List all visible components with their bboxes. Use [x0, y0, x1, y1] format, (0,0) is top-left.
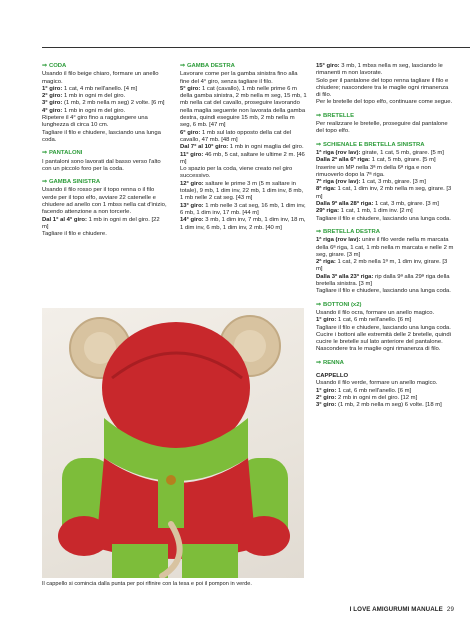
instruction-text: Inserire un MP nella 3ª m della 6ª riga e non rimuoverlo dopo la 7ª riga.	[316, 164, 431, 178]
instruction-text: Per realizzare le bretelle, proseguire dal pantalone del topo elfo.	[316, 121, 448, 135]
instruction-line	[316, 274, 454, 289]
instruction-line	[316, 186, 454, 201]
instruction-text: 2 mb in ogni m del giro. [12 m]	[336, 394, 418, 401]
round-label: 2° giro:	[316, 394, 337, 401]
instruction-text: Solo per il pantalone del topo renna tagliare il filo e chiudere; nascondere tra le maglie ogni rimanenza di filo.	[316, 77, 449, 99]
section-heading	[316, 142, 454, 149]
instruction-line	[42, 217, 167, 232]
section-heading	[316, 360, 454, 367]
instruction-text: Usando il filo beige chiaro, formare un anello magico.	[42, 71, 159, 85]
column-2	[180, 63, 307, 238]
instruction-line	[42, 187, 167, 216]
instruction-text: 1 mb sul lato opposto della cat del cavallo, 47 mb. [48 m]	[180, 129, 292, 143]
instruction-text: Tagliare il filo e chiudere.	[42, 231, 107, 238]
instruction-text: Ripetere il 4° giro fino a raggiungere una lunghezza di circa 10 cm.	[42, 115, 148, 129]
instruction-text: 1 cat, 2 mb nella 1ª m, 1 dim inv, girare. [3 m]	[316, 259, 448, 273]
section-title: PANTALONI	[48, 150, 83, 157]
instruction-text: 1 cat, 1 mb, 1 dim inv. [2 m]	[339, 208, 413, 215]
round-label: 1° giro:	[316, 387, 337, 394]
instruction-text: 46 mb, 5 cat, saltare le ultime 2 m. [46 m]	[180, 151, 305, 165]
instruction-text: Usando il filo rosso per il topo renna o il filo verde per il topo elfo, avviare 22 catenelle e chiudere ad anello con 1 mbss nella cat d'inizio, facendo attenzione a non torcerle.	[42, 187, 167, 216]
instruction-line	[42, 115, 167, 130]
instruction-line	[180, 152, 307, 167]
instruction-line	[316, 310, 454, 317]
section	[316, 229, 454, 296]
section-heading	[316, 302, 454, 309]
instruction-text: girate, 1 cat, 5 mb, girare. [5 m]	[360, 149, 444, 156]
instruction-line	[316, 78, 454, 100]
instruction-line	[316, 121, 454, 136]
round-label: 3° giro:	[316, 402, 337, 409]
instruction-line	[180, 144, 307, 151]
section	[316, 63, 454, 107]
instruction-line	[316, 402, 454, 409]
instruction-text: 1 mb in ogni m del giro.	[62, 93, 126, 100]
section-title: RENNA	[322, 359, 344, 366]
section	[316, 142, 454, 223]
section	[42, 179, 167, 238]
instruction-line	[42, 71, 167, 86]
round-label: Dalla 9ª alla 28ª riga:	[316, 201, 374, 208]
round-label: Dalla 2ª alla 6ª riga:	[316, 157, 371, 164]
instruction-line	[42, 100, 167, 107]
instruction-text: unire il filo verde nella m marcata della 6ª riga, 1 cat, 1 mb nella m marcata e nelle 2 m seg, girare. [3 m]	[316, 237, 454, 258]
round-label: 4° giro:	[42, 107, 63, 114]
instruction-line	[180, 86, 307, 130]
instruction-line	[316, 317, 454, 324]
round-label: Dal 7° al 10° giro:	[180, 144, 229, 151]
instruction-line	[316, 259, 454, 274]
round-label: 1ª riga (rov lav):	[316, 237, 361, 244]
instruction-text: Cucire i bottoni alle estremità delle 2 bretelle, quindi cucire le bretelle sul lato anteriore del pantalone.	[316, 331, 451, 346]
round-label: 3° giro:	[42, 100, 63, 107]
section-title: BRETELLE	[322, 112, 355, 119]
amigurumi-photo	[42, 308, 304, 578]
header-rule	[42, 47, 470, 48]
round-label: CAPPELLO	[316, 372, 349, 379]
round-label: 5° giro:	[180, 85, 201, 92]
instruction-line	[180, 217, 307, 232]
instruction-text: Tagliare il filo e chiudere, lasciando una lunga coda.	[316, 324, 451, 331]
instruction-line	[180, 181, 307, 203]
instruction-line	[316, 388, 454, 395]
section-heading	[316, 113, 454, 120]
instruction-text: Nascondere tra le maglie ogni rimanenza di filo.	[316, 346, 441, 353]
column-3	[316, 63, 454, 415]
instruction-line	[316, 63, 454, 78]
instruction-line	[316, 380, 454, 387]
instruction-line	[180, 203, 307, 218]
section-title: SCHIENALE E BRETELLA SINISTRA	[322, 141, 425, 148]
instruction-text: 1 cat, 1 dim inv, 2 mb nella m seg, girare. [3 m]	[316, 186, 452, 200]
arrow-icon: ⇒	[316, 141, 321, 148]
instruction-text: 1 cat (cavallo), 1 mb nelle prime 6 m della gamba sinistra, 2 mb nella m seg, 15 mb, 1 mb nella cat del cavallo, proseguire lavorando nella maglia seguente non lavorata della gamba destra, quindi eseguire 15 mb, 2 mb nella m seg, 6 mb. [47 m]	[180, 85, 307, 129]
instruction-line	[316, 288, 454, 295]
instruction-line	[42, 130, 167, 145]
section	[316, 113, 454, 136]
instruction-text: I pantaloni sono lavorati dal basso verso l'alto con un piccolo foro per la coda.	[42, 158, 161, 172]
instruction-text: 3 mb, 1 dim inv, 7 mb, 1 dim inv, 18 m, 1 dim inv, 6 mb, 1 dim inv, 2 mb. [40 m]	[180, 217, 306, 231]
page-number: 29	[446, 606, 454, 613]
section	[316, 373, 454, 409]
instruction-line	[42, 159, 167, 174]
round-label: 2ª riga:	[316, 259, 336, 266]
section-heading	[42, 63, 167, 70]
round-label: Dalla 3ª alla 23ª riga:	[316, 273, 374, 280]
round-label: 8ª riga:	[316, 186, 336, 193]
section-title: BRETELLA DESTRA	[322, 228, 380, 235]
round-label: 1° giro:	[42, 85, 63, 92]
arrow-icon: ⇒	[42, 63, 47, 69]
instruction-line	[316, 157, 454, 164]
instruction-text: Lavorare come per la gamba sinistra fino alla fine del 4° giro, senza tagliare il filo.	[180, 71, 298, 85]
instruction-text: Lo spazio per la coda, viene creato nel giro successivo.	[180, 166, 293, 180]
instruction-text: 1 cat, 3 mb, girare. [3 m]	[360, 179, 426, 186]
instruction-text: Tagliare il filo e chiudere, lasciando una lunga coda.	[316, 288, 451, 295]
section-heading	[42, 179, 167, 186]
instruction-text: 1 cat, 4 mb nell'anello. [4 m]	[62, 85, 138, 92]
arrow-icon: ⇒	[316, 359, 321, 366]
instruction-text: 1 cat, 6 mb nell'anello. [6 m]	[336, 387, 412, 394]
round-label: 29ª riga:	[316, 208, 340, 215]
section-title: CODA	[48, 63, 67, 69]
instruction-line	[316, 237, 454, 259]
instruction-text: Per le bretelle del topo elfo, continuare come segue.	[316, 99, 453, 106]
arrow-icon: ⇒	[316, 301, 321, 308]
instruction-line	[316, 395, 454, 402]
arrow-icon: ⇒	[42, 179, 47, 186]
instruction-line	[316, 325, 454, 332]
arrow-icon: ⇒	[42, 150, 47, 157]
arrow-icon: ⇒	[316, 112, 321, 119]
instruction-text: 1 mb in ogni m del giro.	[62, 107, 126, 114]
round-label: 1ª riga (rov lav):	[316, 149, 361, 156]
instruction-text: Usando il filo ocra, formare un anello magico.	[316, 309, 435, 316]
magazine-title: I LOVE AMIGURUMI MANUALE	[349, 606, 443, 613]
instruction-line	[316, 373, 454, 380]
instruction-line	[42, 93, 167, 100]
instruction-line	[316, 346, 454, 353]
page-footer	[350, 606, 454, 613]
instruction-text: Tagliare il filo e chiudere, lasciando una lunga coda.	[42, 129, 161, 143]
instruction-text: saltare le prime 3 m (5 m saltare in totale), 9 mb, 1 dim inv, 22 mb, 1 dim inv, 8 mb, 1 mb nelle 2 cat seg. [43 m]	[180, 180, 304, 202]
photo-caption: Il cappello si comincia dalla punta per poi rifinire con la tesa e poi il pompon in verde.	[42, 581, 252, 587]
instruction-text: Tagliare il filo e chiudere, lasciando una lunga coda.	[316, 215, 451, 222]
instruction-text: (1 mb, 2 mb nella m seg) 2 volte. [6 m]	[62, 100, 165, 107]
section	[316, 360, 454, 367]
arrow-icon: ⇒	[316, 228, 321, 235]
instruction-line	[42, 108, 167, 115]
instruction-text: 1 cat, 3 mb, girare. [3 m]	[373, 201, 439, 208]
section	[316, 302, 454, 354]
instruction-line	[316, 99, 454, 106]
column-1	[42, 63, 167, 245]
round-label: 14° giro:	[180, 217, 204, 224]
section	[42, 150, 167, 173]
section-title: BOTTONI (x2)	[322, 301, 362, 308]
section-heading	[42, 150, 167, 157]
instruction-text: Usando il filo verde, formare un anello magico.	[316, 380, 438, 387]
section-title: GAMBA DESTRA	[186, 63, 235, 69]
instruction-text: 3 mb, 1 mbss nella m seg, lasciando le rimanenti m non lavorate.	[316, 63, 443, 77]
instruction-line	[316, 332, 454, 347]
instruction-line	[42, 231, 167, 238]
amigurumi-mouse-illustration	[42, 308, 304, 578]
instruction-line	[180, 71, 307, 86]
instruction-line	[180, 166, 307, 181]
instruction-text: 1 mb in ogni maglia del giro.	[228, 144, 304, 151]
round-label: Dal 1° al 4° giro:	[42, 216, 87, 223]
instruction-line	[316, 208, 454, 215]
round-label: 7ª riga (rov lav):	[316, 179, 361, 186]
round-label: 6° giro:	[180, 129, 201, 136]
instruction-line	[316, 216, 454, 223]
round-label: 1° giro:	[316, 317, 337, 324]
instruction-text: 1 cat, 6 mb nell'anello. [6 m]	[336, 317, 412, 324]
section	[180, 63, 307, 232]
instruction-text: 1 mb nelle 3 cat seg, 16 mb, 1 dim inv, 6 mb, 1 dim inv, 17 mb. [44 m]	[180, 202, 306, 216]
instruction-line	[316, 165, 454, 180]
round-label: 2° giro:	[42, 93, 63, 100]
section-heading	[316, 229, 454, 236]
instruction-text: (1 mb, 2 mb nella m seg) 6 volte. [18 m]	[336, 402, 442, 409]
instruction-text: 1 cat, 5 mb, girare. [5 m]	[370, 157, 436, 164]
instruction-text: 1 mb in ogni m del giro. [22 m]	[42, 216, 160, 230]
round-label: 11° giro:	[180, 151, 204, 158]
round-label: 15° giro:	[316, 63, 340, 69]
section-title: GAMBA SINISTRA	[48, 179, 101, 186]
round-label: 12° giro:	[180, 180, 204, 187]
instruction-line	[180, 130, 307, 145]
arrow-icon: ⇒	[180, 63, 185, 69]
instruction-text: rip dalla 9ª alla 29ª riga della bretella sinistra. [3 m]	[316, 273, 450, 288]
section-heading	[180, 63, 307, 70]
round-label: 13° giro:	[180, 202, 204, 209]
section	[42, 63, 167, 144]
instruction-line	[42, 86, 167, 93]
